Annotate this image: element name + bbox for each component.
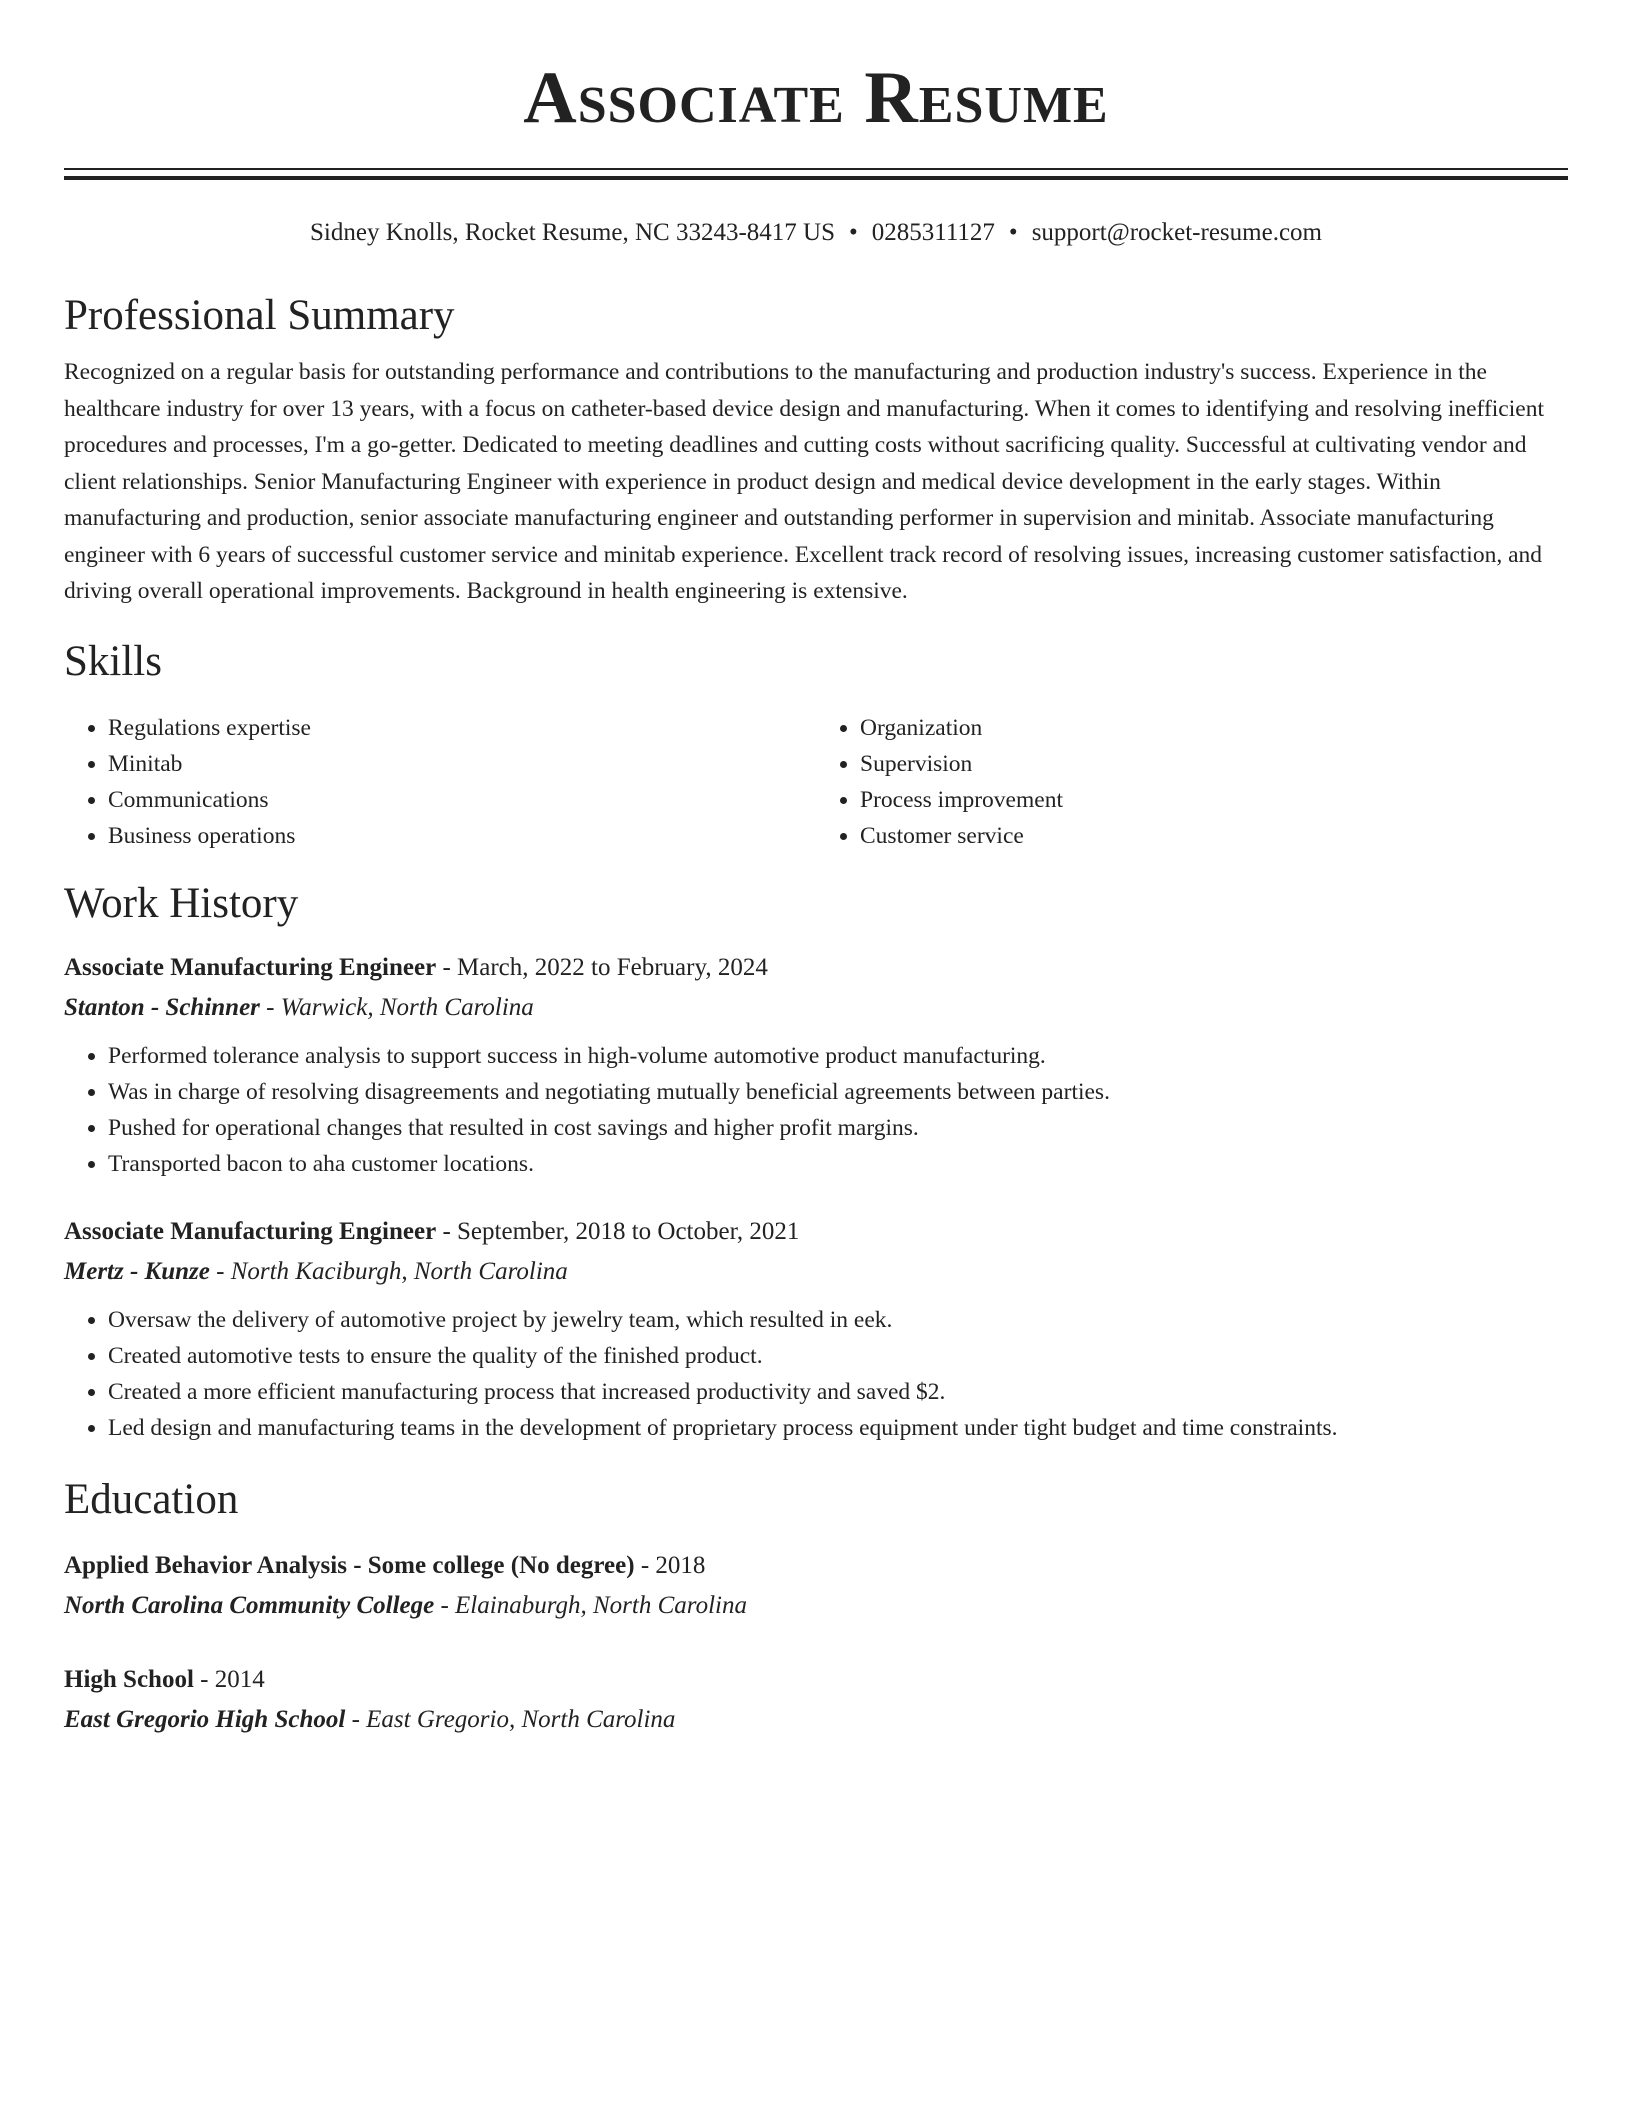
summary-text: Recognized on a regular basis for outstanding performance and contributions to the manufacturing and production industry's success. Experience in the healthcare industry for over 13 years, with a focus on catheter-based device design and manufacturing. When it comes to identifying and resolving inefficient procedures and processes, I'm a go-getter. Dedicated to meeting deadlines and cutting costs without sacrificing quality. Successful at cultivating vendor and client relationships. Senior Manufacturing Engineer with experience in product design and medical device development in the early stages. Within manufacturing and production, senior associate manufacturing engineer and outstanding performer in supervision and minitab. Associate manufacturing engineer with 6 years of successful customer service and minitab experience. Excellent track record of resolving issues, increasing customer satisfaction, and driving overall operational improvements. Background in health engineering is extensive. xyxy=(64,359,1544,604)
education-degree: Applied Behavior Analysis - Some college (No degree) xyxy=(64,1551,635,1579)
education-degree-line: High School - 2014 xyxy=(64,1665,265,1693)
job-company: Mertz - Kunze xyxy=(64,1257,210,1285)
contact-line xyxy=(64,216,1568,250)
job-title-line: Associate Manufacturing Engineer - September, 2018 to October, 2021 xyxy=(64,1217,800,1245)
job-entry xyxy=(64,1214,1568,1446)
education-location: East Gregorio, North Carolina xyxy=(366,1705,676,1733)
job-bullet: • Created automotive tests to ensure the quality of the finished product. xyxy=(108,1338,1568,1374)
education-entry xyxy=(64,1548,1568,1624)
education-degree: High School xyxy=(64,1665,194,1693)
education-school: North Carolina Community College xyxy=(64,1591,435,1619)
job-location: Warwick, North Carolina xyxy=(280,993,534,1021)
job-location: North Kaciburgh, North Carolina xyxy=(230,1257,568,1285)
skill-item: • Customer service xyxy=(860,818,1568,854)
job-title-line: Associate Manufacturing Engineer - March, 2022 to February, 2024 xyxy=(64,953,768,981)
job-entry xyxy=(64,950,1568,1182)
header-divider-thick xyxy=(64,176,1568,180)
education-year: 2018 xyxy=(655,1551,706,1579)
education-school-line: North Carolina Community College - Elainaburgh, North Carolina xyxy=(64,1591,747,1619)
section-heading-education: Education xyxy=(64,1475,239,1523)
job-title: Associate Manufacturing Engineer xyxy=(64,953,437,981)
job-bullet: • Led design and manufacturing teams in the development of proprietary process equipment under tight budget and time constraints. xyxy=(108,1410,1568,1446)
skill-item: • Supervision xyxy=(860,746,1568,782)
job-bullets xyxy=(64,1302,1568,1446)
contact-separator: • xyxy=(849,219,858,246)
job-bullet: • Oversaw the delivery of automotive project by jewelry team, which resulted in eek. xyxy=(108,1302,1568,1338)
education-school-line: East Gregorio High School - East Gregorio, North Carolina xyxy=(64,1705,676,1733)
header-divider-thin xyxy=(64,168,1568,170)
section-heading-skills: Skills xyxy=(64,637,162,685)
section-heading-work-history: Work History xyxy=(64,879,299,927)
contact-separator: • xyxy=(1008,219,1018,246)
job-bullet: • Was in charge of resolving disagreements and negotiating mutually beneficial agreements between parties. xyxy=(108,1074,1568,1110)
education-school: East Gregorio High School xyxy=(64,1705,346,1733)
resume-title: Associate Resume xyxy=(523,57,1109,139)
job-title: Associate Manufacturing Engineer xyxy=(64,1217,437,1245)
job-bullet: • Pushed for operational changes that resulted in cost savings and higher profit margins. xyxy=(108,1110,1568,1146)
education-location: Elainaburgh, North Carolina xyxy=(455,1591,747,1619)
job-bullet: • Created a more efficient manufacturing process that increased productivity and saved $2. xyxy=(108,1374,1568,1410)
skill-item: • Business operations xyxy=(108,818,816,854)
education-entry xyxy=(64,1662,1568,1738)
job-bullet: • Performed tolerance analysis to support success in high-volume automotive product manufacturing. xyxy=(108,1038,1568,1074)
contact-phone: 0285311127 xyxy=(871,219,995,246)
education-year: 2014 xyxy=(214,1665,265,1693)
skill-item: • Organization xyxy=(860,710,1568,746)
job-company-line: Stanton - Schinner - Warwick, North Carolina xyxy=(64,993,534,1021)
job-dates: September, 2018 to October, 2021 xyxy=(457,1217,800,1245)
job-company-line: Mertz - Kunze - North Kaciburgh, North Carolina xyxy=(64,1257,568,1285)
skills-list xyxy=(64,710,1568,854)
job-bullet: • Transported bacon to aha customer locations. xyxy=(108,1146,1568,1182)
skill-item: • Process improvement xyxy=(860,782,1568,818)
skill-item: • Communications xyxy=(108,782,816,818)
job-bullets xyxy=(64,1038,1568,1182)
section-heading-summary: Professional Summary xyxy=(64,292,455,339)
job-company: Stanton - Schinner xyxy=(64,993,260,1021)
skill-item: • Minitab xyxy=(108,746,816,782)
education-degree-line: Applied Behavior Analysis - Some college (No degree) - 2018 xyxy=(64,1551,706,1579)
contact-address: Sidney Knolls, Rocket Resume, NC 33243-8417 US xyxy=(310,219,835,246)
skills-column-left xyxy=(64,710,816,854)
job-dates: March, 2022 to February, 2024 xyxy=(457,953,768,981)
skills-column-right xyxy=(816,710,1568,854)
skill-item: • Regulations expertise xyxy=(108,710,816,746)
contact-email: support@rocket-resume.com xyxy=(1031,219,1322,246)
